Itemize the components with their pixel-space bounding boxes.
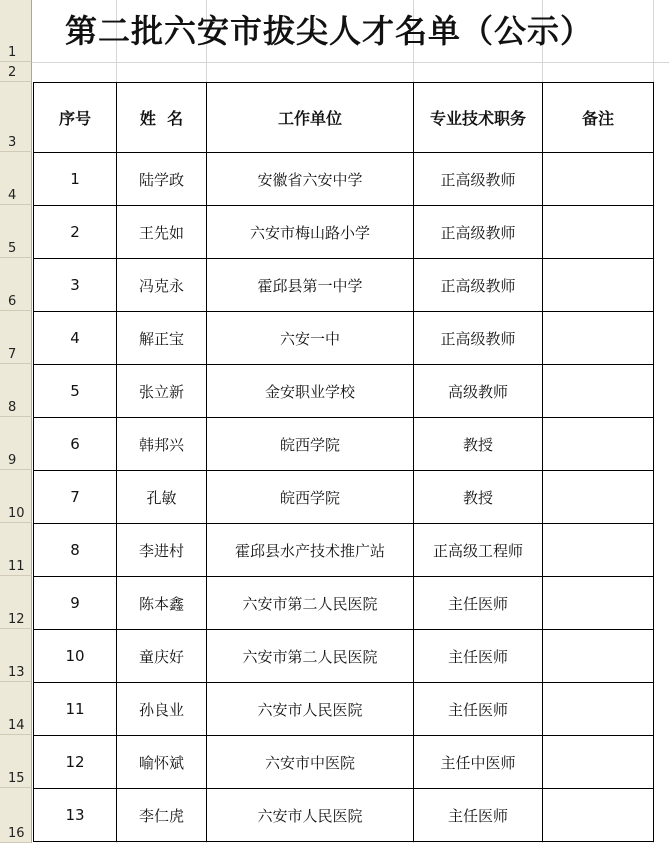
cell-index[interactable]: 2 — [34, 206, 117, 259]
header-row — [34, 83, 654, 153]
row-number: 13 — [8, 665, 25, 680]
cell-position[interactable]: 正高级工程师 — [414, 524, 543, 577]
row-number: 9 — [8, 453, 17, 468]
cell-position[interactable]: 正高级教师 — [414, 259, 543, 312]
cell-unit[interactable]: 六安市人民医院 — [207, 789, 414, 842]
cell-name[interactable]: 孙良业 — [117, 683, 207, 736]
cell-unit[interactable]: 六安市梅山路小学 — [207, 206, 414, 259]
header-index[interactable]: 序号 — [34, 83, 117, 153]
row-number: 16 — [8, 826, 25, 841]
cell-note[interactable] — [543, 418, 654, 471]
cell-name[interactable]: 童庆好 — [117, 630, 207, 683]
row-number: 3 — [8, 135, 17, 150]
cell-note[interactable] — [543, 736, 654, 789]
table-row — [34, 736, 654, 789]
cell-name[interactable]: 陈本鑫 — [117, 577, 207, 630]
row-header[interactable] — [0, 470, 32, 523]
cell-name[interactable]: 解正宝 — [117, 312, 207, 365]
cell-note[interactable] — [543, 683, 654, 736]
cell-index[interactable]: 8 — [34, 524, 117, 577]
cell-name[interactable]: 冯克永 — [117, 259, 207, 312]
row-number: 10 — [8, 506, 25, 521]
cell-note[interactable] — [543, 312, 654, 365]
cell-unit[interactable]: 皖西学院 — [207, 471, 414, 524]
row-header[interactable] — [0, 0, 32, 62]
cell-position[interactable]: 高级教师 — [414, 365, 543, 418]
cell-name[interactable]: 李进村 — [117, 524, 207, 577]
row-header[interactable] — [0, 205, 32, 258]
table-row — [34, 524, 654, 577]
table-row — [34, 683, 654, 736]
cell-position[interactable]: 正高级教师 — [414, 206, 543, 259]
cell-position[interactable]: 正高级教师 — [414, 312, 543, 365]
cell-name[interactable]: 喻怀斌 — [117, 736, 207, 789]
cell-name[interactable]: 孔敏 — [117, 471, 207, 524]
row-header[interactable] — [0, 629, 32, 682]
sheet-title[interactable]: 第二批六安市拔尖人才名单（公示） — [65, 12, 594, 50]
cell-name[interactable]: 李仁虎 — [117, 789, 207, 842]
row-header[interactable] — [0, 735, 32, 788]
row-number: 15 — [8, 771, 25, 786]
cell-note[interactable] — [543, 524, 654, 577]
row-header[interactable] — [0, 417, 32, 470]
table-row — [34, 153, 654, 206]
row-header[interactable] — [0, 364, 32, 417]
cell-unit[interactable]: 六安市中医院 — [207, 736, 414, 789]
row-number: 14 — [8, 718, 25, 733]
row-header[interactable] — [0, 62, 32, 82]
cell-unit[interactable]: 六安市第二人民医院 — [207, 577, 414, 630]
cell-note[interactable] — [543, 577, 654, 630]
table-row — [34, 312, 654, 365]
row-header[interactable] — [0, 82, 32, 152]
header-position[interactable]: 专业技术职务 — [414, 83, 543, 153]
row-header[interactable] — [0, 523, 32, 576]
row-header[interactable] — [0, 788, 32, 843]
row-number: 1 — [8, 45, 17, 60]
cell-index[interactable]: 7 — [34, 471, 117, 524]
cell-name[interactable]: 陆学政 — [117, 153, 207, 206]
cell-index[interactable]: 10 — [34, 630, 117, 683]
cell-unit[interactable]: 金安职业学校 — [207, 365, 414, 418]
cell-position[interactable]: 主任医师 — [414, 683, 543, 736]
table-row — [34, 259, 654, 312]
grid-line — [32, 62, 669, 63]
row-header[interactable] — [0, 152, 32, 205]
cell-note[interactable] — [543, 206, 654, 259]
cell-position[interactable]: 主任医师 — [414, 577, 543, 630]
cell-unit[interactable]: 皖西学院 — [207, 418, 414, 471]
row-header[interactable] — [0, 576, 32, 629]
cell-name[interactable]: 张立新 — [117, 365, 207, 418]
row-number: 7 — [8, 347, 17, 362]
cell-unit[interactable]: 霍邱县水产技术推广站 — [207, 524, 414, 577]
cell-note[interactable] — [543, 259, 654, 312]
table-row — [34, 471, 654, 524]
cell-note[interactable] — [543, 630, 654, 683]
row-number: 12 — [8, 612, 25, 627]
table-row — [34, 577, 654, 630]
cell-note[interactable] — [543, 789, 654, 842]
cell-index[interactable]: 1 — [34, 153, 117, 206]
header-unit[interactable]: 工作单位 — [207, 83, 414, 153]
talent-list-table — [33, 82, 654, 842]
cell-note[interactable] — [543, 153, 654, 206]
cell-position[interactable]: 教授 — [414, 471, 543, 524]
cell-position[interactable]: 主任医师 — [414, 789, 543, 842]
row-header[interactable] — [0, 682, 32, 735]
row-number: 11 — [8, 559, 25, 574]
row-header[interactable] — [0, 258, 32, 311]
row-number: 6 — [8, 294, 17, 309]
cell-note[interactable] — [543, 471, 654, 524]
cell-position[interactable]: 主任医师 — [414, 630, 543, 683]
row-number: 2 — [8, 65, 17, 80]
cell-index[interactable]: 4 — [34, 312, 117, 365]
cell-name[interactable]: 韩邦兴 — [117, 418, 207, 471]
table-row — [34, 789, 654, 842]
cell-index[interactable]: 5 — [34, 365, 117, 418]
cell-unit[interactable]: 安徽省六安中学 — [207, 153, 414, 206]
cell-unit[interactable]: 六安市第二人民医院 — [207, 630, 414, 683]
cell-name[interactable]: 王先如 — [117, 206, 207, 259]
header-name[interactable]: 姓 名 — [117, 83, 207, 153]
table-row — [34, 418, 654, 471]
cell-unit[interactable]: 六安一中 — [207, 312, 414, 365]
cell-index[interactable]: 9 — [34, 577, 117, 630]
cell-unit[interactable]: 霍邱县第一中学 — [207, 259, 414, 312]
table-row — [34, 206, 654, 259]
cell-note[interactable] — [543, 365, 654, 418]
cell-unit[interactable]: 六安市人民医院 — [207, 683, 414, 736]
cell-position[interactable]: 主任中医师 — [414, 736, 543, 789]
cell-index[interactable]: 13 — [34, 789, 117, 842]
table-row — [34, 630, 654, 683]
header-note[interactable]: 备注 — [543, 83, 654, 153]
row-number: 4 — [8, 188, 17, 203]
row-number: 8 — [8, 400, 17, 415]
row-number: 5 — [8, 241, 17, 256]
cell-position[interactable]: 正高级教师 — [414, 153, 543, 206]
cell-position[interactable]: 教授 — [414, 418, 543, 471]
row-header[interactable] — [0, 311, 32, 364]
cell-index[interactable]: 6 — [34, 418, 117, 471]
table-row — [34, 365, 654, 418]
cell-index[interactable]: 12 — [34, 736, 117, 789]
cell-index[interactable]: 11 — [34, 683, 117, 736]
cell-index[interactable]: 3 — [34, 259, 117, 312]
